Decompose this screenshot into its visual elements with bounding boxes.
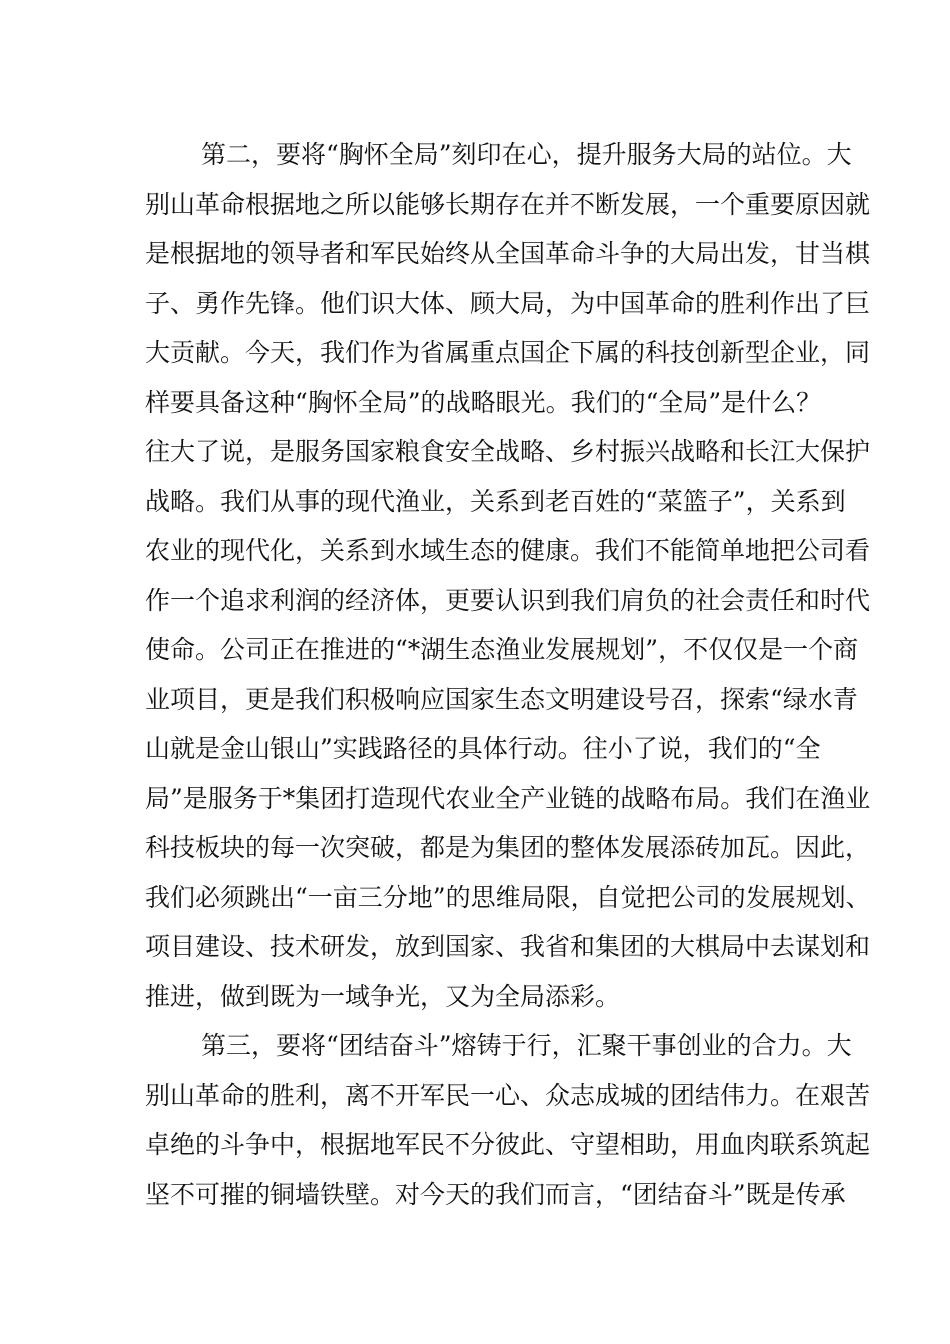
- text-line: 我们必须跳出“一亩三分地”的思维局限，自觉把公司的发展规划、: [145, 882, 871, 912]
- text-line: 科技板块的每一次突破，都是为集团的整体发展添砖加瓦。因此，: [145, 833, 871, 862]
- text-line: 作一个追求利润的经济体，更要认识到我们肩负的社会责任和时代: [145, 585, 871, 615]
- paragraph-second: [145, 130, 871, 1021]
- text-line: 别山革命的胜利，离不开军民一心、众志成城的团结伟力。在艰苦: [145, 1080, 871, 1110]
- text-line: 往大了说，是服务国家粮食安全战略、乡村振兴战略和长江大保护: [145, 437, 871, 466]
- text-line: 使命。公司正在推进的“*湖生态渔业发展规划”，不仅仅是一个商: [145, 635, 859, 664]
- text-line: 样要具备这种“胸怀全局”的战略眼光。我们的“全局”是什么？: [145, 387, 822, 417]
- text-line: 别山革命根据地之所以能够长期存在并不断发展，一个重要原因就: [145, 189, 871, 219]
- text-line: 战略。我们从事的现代渔业，关系到老百姓的“菜篮子”，关系到: [145, 486, 846, 516]
- text-line: 卓绝的斗争中，根据地军民不分彼此、守望相助，用血肉联系筑起: [145, 1130, 871, 1159]
- text-line: 子、勇作先锋。他们识大体、顾大局，为中国革命的胜利作出了巨: [145, 288, 871, 318]
- text-line: 业项目，更是我们积极响应国家生态文明建设号召，探索“绿水青: [145, 684, 858, 714]
- text-line: 项目建设、技术研发，放到国家、我省和集团的大棋局中去谋划和: [145, 932, 871, 961]
- text-line: 山就是金山银山”实践路径的具体行动。往小了说，我们的“全: [145, 734, 821, 763]
- document-body: [145, 130, 871, 1219]
- text-line: 第二，要将“胸怀全局”刻印在心，提升服务大局的站位。大: [201, 140, 852, 169]
- text-line: 局”是服务于*集团打造现代农业全产业链的战略布局。我们在渔业: [145, 783, 871, 813]
- text-line: 大贡献。今天，我们作为省属重点国企下属的科技创新型企业，同: [145, 338, 871, 367]
- text-line: 推进，做到既为一域争光，又为全局添彩。: [145, 981, 621, 1011]
- paragraph-third: [145, 1021, 871, 1219]
- text-line: 是根据地的领导者和军民始终从全国革命斗争的大局出发，甘当棋: [145, 239, 871, 268]
- text-line: 农业的现代化，关系到水域生态的健康。我们不能简单地把公司看: [145, 536, 871, 565]
- text-line: 第三，要将“团结奋斗”熔铸于行，汇聚干事创业的合力。大: [201, 1031, 852, 1060]
- text-line: 坚不可摧的铜墙铁壁。对今天的我们而言，“团结奋斗”既是传承: [145, 1179, 846, 1209]
